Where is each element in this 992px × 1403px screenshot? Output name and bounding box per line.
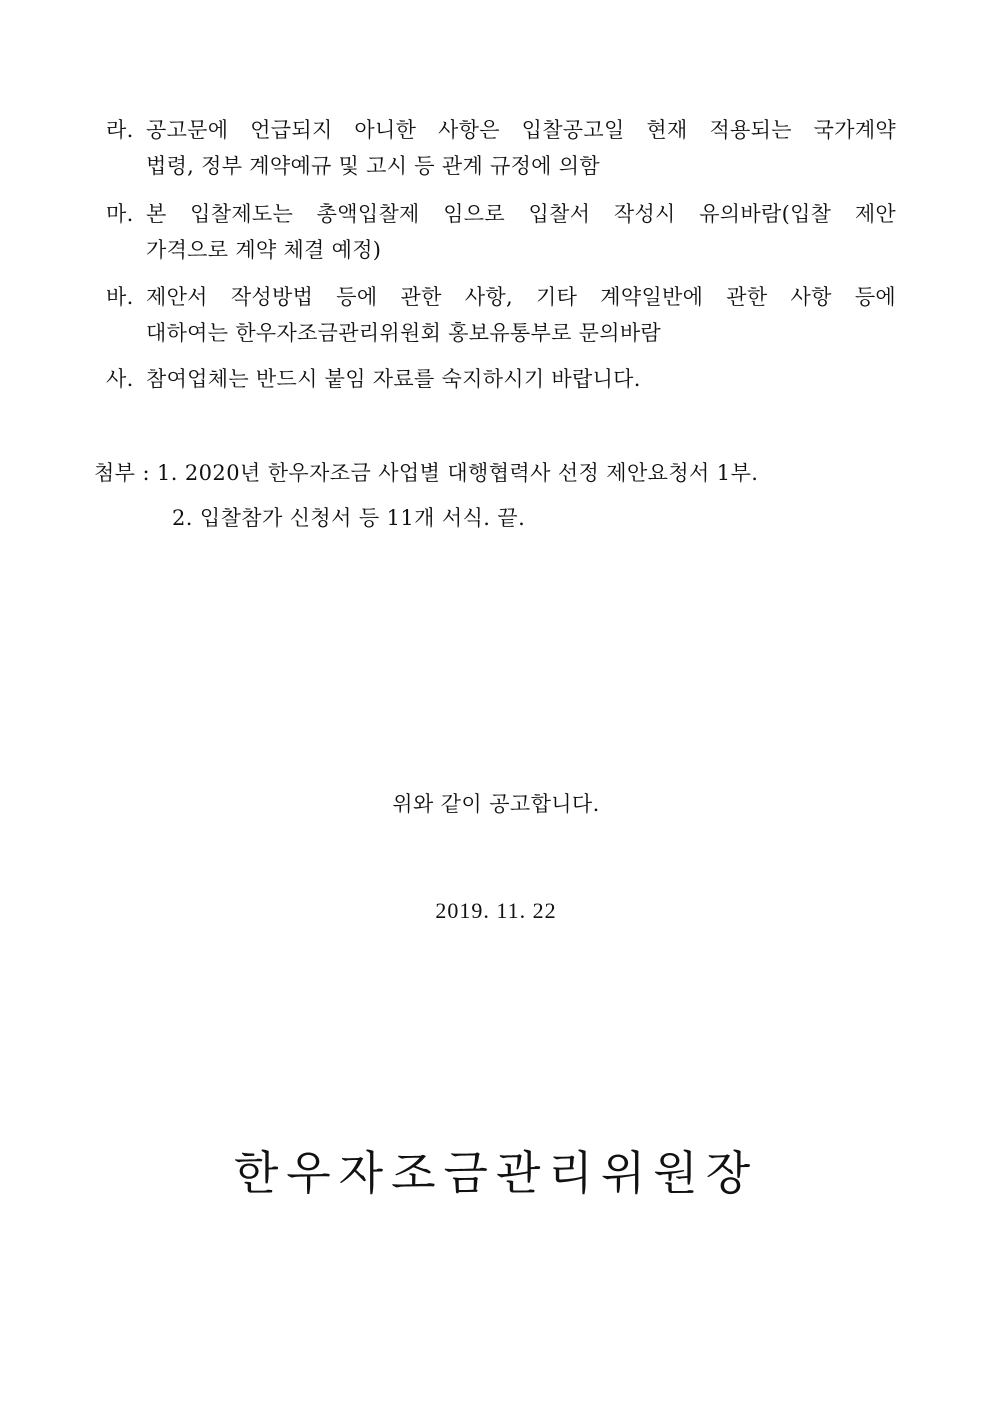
notice-item-ba [106, 279, 896, 351]
item-label: 라. [106, 118, 134, 142]
item-text-line1: 참여업체는 반드시 붙임 자료를 숙지하시기 바랍니다. [146, 367, 641, 391]
attachment-line-2: 2. 입찰참가 신청서 등 11개 서식. 끝. [172, 506, 526, 530]
attachment-line-1: 첨부 : 1. 2020년 한우자조금 사업별 대행협력사 선정 제안요청서 1부. [94, 461, 759, 485]
item-text-line1: 공고문에 언급되지 아니한 사항은 입찰공고일 현재 적용되는 국가계약 [146, 118, 896, 142]
item-label: 바. [106, 285, 134, 309]
notice-date: 2019. 11. 22 [435, 898, 557, 923]
item-label: 사. [106, 367, 134, 391]
notice-item-ma [106, 196, 896, 268]
item-label: 마. [106, 202, 134, 226]
issuer-name: 한우자조금관리위원장 [233, 1146, 759, 1200]
item-text-line1: 본 입찰제도는 총액입찰제 임으로 입찰서 작성시 유의바람(입찰 제안 [146, 202, 896, 226]
notice-item-ra [106, 112, 896, 184]
item-text-line2: 법령, 정부 계약예규 및 고시 등 관계 규정에 의함 [146, 154, 600, 178]
item-text-line1: 제안서 작성방법 등에 관한 사항, 기타 계약일반에 관한 사항 등에 [146, 285, 896, 309]
closing-statement: 위와 같이 공고합니다. [392, 792, 600, 816]
item-text-line2: 가격으로 계약 체결 예정) [146, 238, 382, 262]
notice-item-sa [106, 361, 896, 397]
item-text-line2: 대하여는 한우자조금관리위원회 홍보유통부로 문의바람 [146, 321, 661, 345]
